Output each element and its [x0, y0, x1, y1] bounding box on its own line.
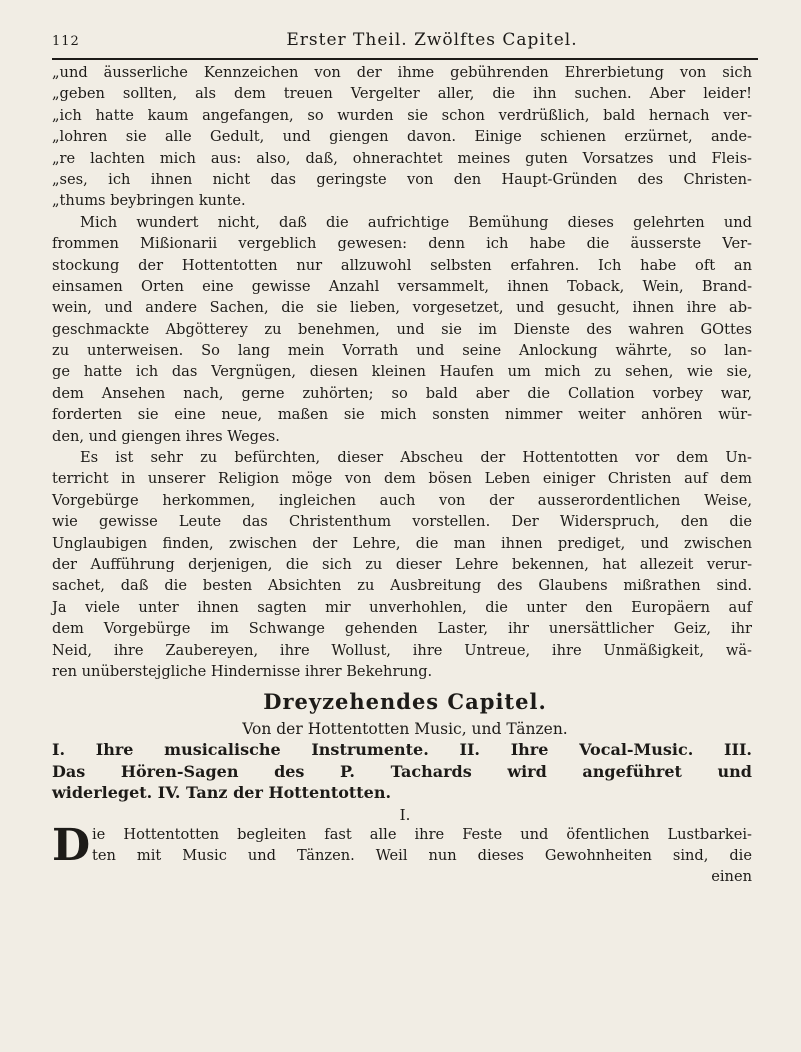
text-line: „re lachten mich aus: also, daß, ohnerachtet meines guten Vorsatzes und Fleis-: [52, 149, 752, 167]
text-line: wein, und andere Sachen, die sie lieben, vorgesetzet, und gesucht, ihnen ihre ab-: [52, 299, 752, 317]
text-line: Ja viele unter ihnen sagten mir unverhohlen, die unter den Europäern auf: [52, 598, 752, 616]
text-line: „und äusserliche Kennzeichen von der ihme gebührenden Ehrerbietung von sich: [52, 64, 752, 81]
page-body: [52, 62, 758, 887]
text-line: wie gewisse Leute das Christenthum vorstellen. Der Widerspruch, den die: [52, 513, 752, 531]
text-line: einsamen Orten eine gewisse Anzahl versammelt, ihnen Toback, Wein, Brand-: [52, 277, 752, 295]
text-line: Vorgebürge herkommen, ingleichen auch von der ausserordentlichen Weise,: [52, 491, 752, 509]
text-line: dem Ansehen nach, gerne zuhörten; so bald aber die Collation vorbey war,: [52, 384, 752, 402]
text-line: dem Vorgebürge im Schwange gehenden Laster, ihr unersättlicher Geiz, ihr: [52, 620, 752, 638]
chapter-heading: Dreyzehendes Capitel.: [263, 689, 547, 715]
opening-paragraph: [52, 819, 758, 888]
text-line: geschmackte Abgötterey zu benehmen, und sie im Dienste des wahren GOttes: [52, 320, 752, 338]
text-line: ten mit Music und Tänzen. Weil nun dieses Gewohnheiten sind, die: [92, 846, 752, 864]
contents-line: widerleget. IV. Tanz der Hottentotten.: [52, 783, 392, 803]
text-line: terricht in unserer Religion möge von dem bösen Leben einiger Christen auf dem: [52, 470, 752, 488]
chapter-contents: [52, 739, 758, 803]
text-line: forderten sie eine neue, maßen sie mich sonsten nimmer weiter anhören wür-: [52, 406, 752, 424]
text-line: „lohren sie alle Gedult, und giengen davon. Einige schienen erzürnet, ande-: [52, 128, 752, 146]
header-rule: [52, 58, 758, 60]
text-line: zu unterweisen. So lang mein Vorrath und seine Anlockung währte, so lan-: [52, 342, 752, 360]
chapter-subtitle: Von der Hottentotten Music, und Tänzen.: [242, 720, 568, 739]
text-line: der Aufführung derjenigen, die sich zu dieser Lehre bekennen, hat allezeit verur-: [52, 555, 752, 573]
text-line: ren unüberstejgliche Hindernisse ihrer Bekehrung.: [52, 662, 433, 680]
running-header: [52, 30, 752, 56]
drop-cap: D: [52, 819, 91, 871]
section-number: I.: [399, 805, 411, 824]
text-line: „thums beybringen kunte.: [52, 192, 246, 210]
text-line: ie Hottentotten begleiten fast alle ihre Feste und öfentlichen Lustbarkei-: [92, 825, 752, 843]
text-line: frommen Mißionarii vergeblich gewesen: denn ich habe die äusserste Ver-: [52, 235, 752, 253]
text-line: „ich hatte kaum angefangen, so wurden sie schon verdrüßlich, bald hernach ver-: [52, 106, 752, 124]
text-line: stockung der Hottentotten nur allzuwohl selbsten erfahren. Ich habe oft an: [52, 256, 752, 274]
text-line: Unglaubigen finden, zwischen der Lehre, die man ihnen prediget, und zwischen: [52, 534, 752, 552]
catchword: einen: [711, 868, 752, 886]
paragraph: [52, 447, 758, 682]
text-line: sachet, daß die besten Absichten zu Ausbreitung des Glaubens mißrathen sind.: [52, 577, 752, 595]
text-line: ge hatte ich das Vergnügen, diesen kleinen Haufen um mich zu sehen, wie sie,: [52, 363, 752, 381]
text-line: Neid, ihre Zaubereyen, ihre Wollust, ihre Untreue, ihre Unmäßigkeit, wä-: [52, 641, 752, 659]
running-title: Erster Theil. Zwölftes Capitel.: [286, 30, 578, 50]
text-line: Es ist sehr zu befürchten, dieser Abscheu der Hottentotten vor dem Un-: [80, 449, 752, 467]
text-line: „ses, ich ihnen nicht das geringste von den Haupt-Gründen des Christen-: [52, 170, 752, 188]
paragraph: [52, 212, 758, 447]
text-line: den, und giengen ihres Weges.: [52, 427, 280, 445]
contents-line: Das Hören-Sagen des P. Tachards wird angeführet und: [52, 761, 752, 781]
text-line: Mich wundert nicht, daß die aufrichtige Bemühung dieses gelehrten und: [80, 213, 752, 231]
quoted-paragraph: [52, 62, 758, 212]
contents-line: I. Ihre musicalische Instrumente. II. Ihre Vocal-Music. III.: [52, 740, 752, 760]
page-number: 112: [52, 34, 80, 49]
text-line: „geben sollten, als dem treuen Vergelter aller, die ihn suchen. Aber leider!: [52, 85, 752, 103]
